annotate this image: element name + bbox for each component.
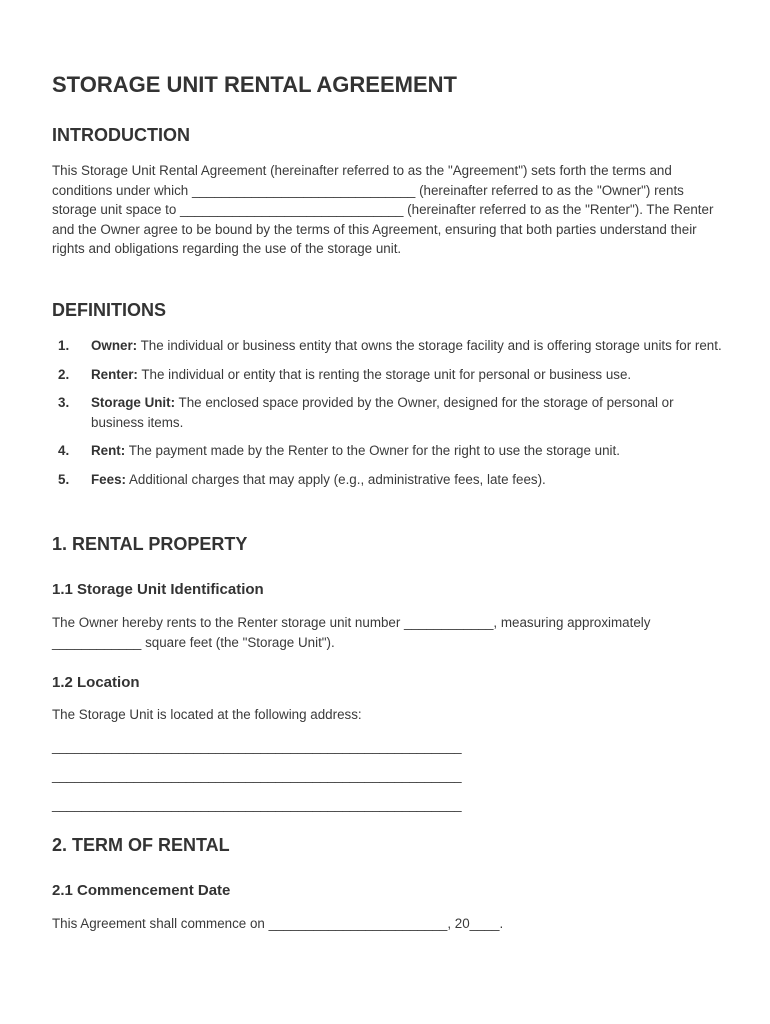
definition-term: Rent: xyxy=(91,443,126,458)
location-paragraph: The Storage Unit is located at the following address: xyxy=(52,707,362,722)
address-line: _______________________________________________________ xyxy=(52,768,462,783)
storage-unit-identification-heading: 1.1 Storage Unit Identification xyxy=(52,581,264,598)
address-line: _______________________________________________________ xyxy=(52,797,462,812)
introduction-paragraph: This Storage Unit Rental Agreement (hereinafter referred to as the "Agreement") sets forth the terms and conditions under which ______________________________ (hereinafter referred to as the "Owner") rents storage unit space to ______________________________ (hereinafter referred to as the "Renter"). The Renter and the Owner agree to be bound by the terms of this Agreement, ensuring that both parties understand their rights and obligations regarding the use of the storage unit. xyxy=(52,163,714,256)
definition-term: Renter: xyxy=(91,366,138,382)
definition-term: Fees: xyxy=(91,471,126,487)
definition-text: The individual or business entity that owns the storage facility and is offering storage units for rent. xyxy=(137,338,722,353)
definition-text: The individual or entity that is renting the storage unit for personal or business use. xyxy=(137,366,632,382)
document-title: STORAGE UNIT RENTAL AGREEMENT xyxy=(52,72,457,97)
definition-number: 4. xyxy=(58,443,70,458)
definition-term: Storage Unit: xyxy=(91,395,176,410)
definition-text: The payment made by the Renter to the Owner for the right to use the storage unit. xyxy=(125,443,620,458)
definitions-heading: DEFINITIONS xyxy=(52,300,167,320)
location-heading: 1.2 Location xyxy=(52,674,140,691)
definition-number: 5. xyxy=(58,471,70,487)
definition-text: The enclosed space provided by the Owner, designed for the storage of personal or business items. xyxy=(91,395,674,430)
definition-item-rent xyxy=(52,441,722,461)
storage-unit-identification-paragraph: The Owner hereby rents to the Renter storage unit number ____________, measuring approximately ____________ square feet (the "Storage Unit"). xyxy=(52,615,651,650)
definitions-list xyxy=(52,336,722,498)
rental-property-heading: 1. RENTAL PROPERTY xyxy=(52,534,248,554)
definition-number: 2. xyxy=(58,366,70,382)
address-line: _______________________________________________________ xyxy=(52,739,462,754)
commencement-date-paragraph: This Agreement shall commence on ________________________, 20____. xyxy=(52,916,504,931)
definition-number: 3. xyxy=(58,395,70,410)
introduction-heading: INTRODUCTION xyxy=(52,125,190,145)
definition-item-owner xyxy=(52,336,722,356)
definition-item-fees xyxy=(52,470,722,490)
definition-item-storage-unit xyxy=(52,393,722,432)
definition-term: Owner: xyxy=(91,338,138,353)
definition-number: 1. xyxy=(58,338,70,353)
definition-text: Additional charges that may apply (e.g., administrative fees, late fees). xyxy=(125,471,546,487)
commencement-date-heading: 2.1 Commencement Date xyxy=(52,882,231,899)
term-of-rental-heading: 2. TERM OF RENTAL xyxy=(52,835,230,855)
definition-item-renter xyxy=(52,365,722,385)
